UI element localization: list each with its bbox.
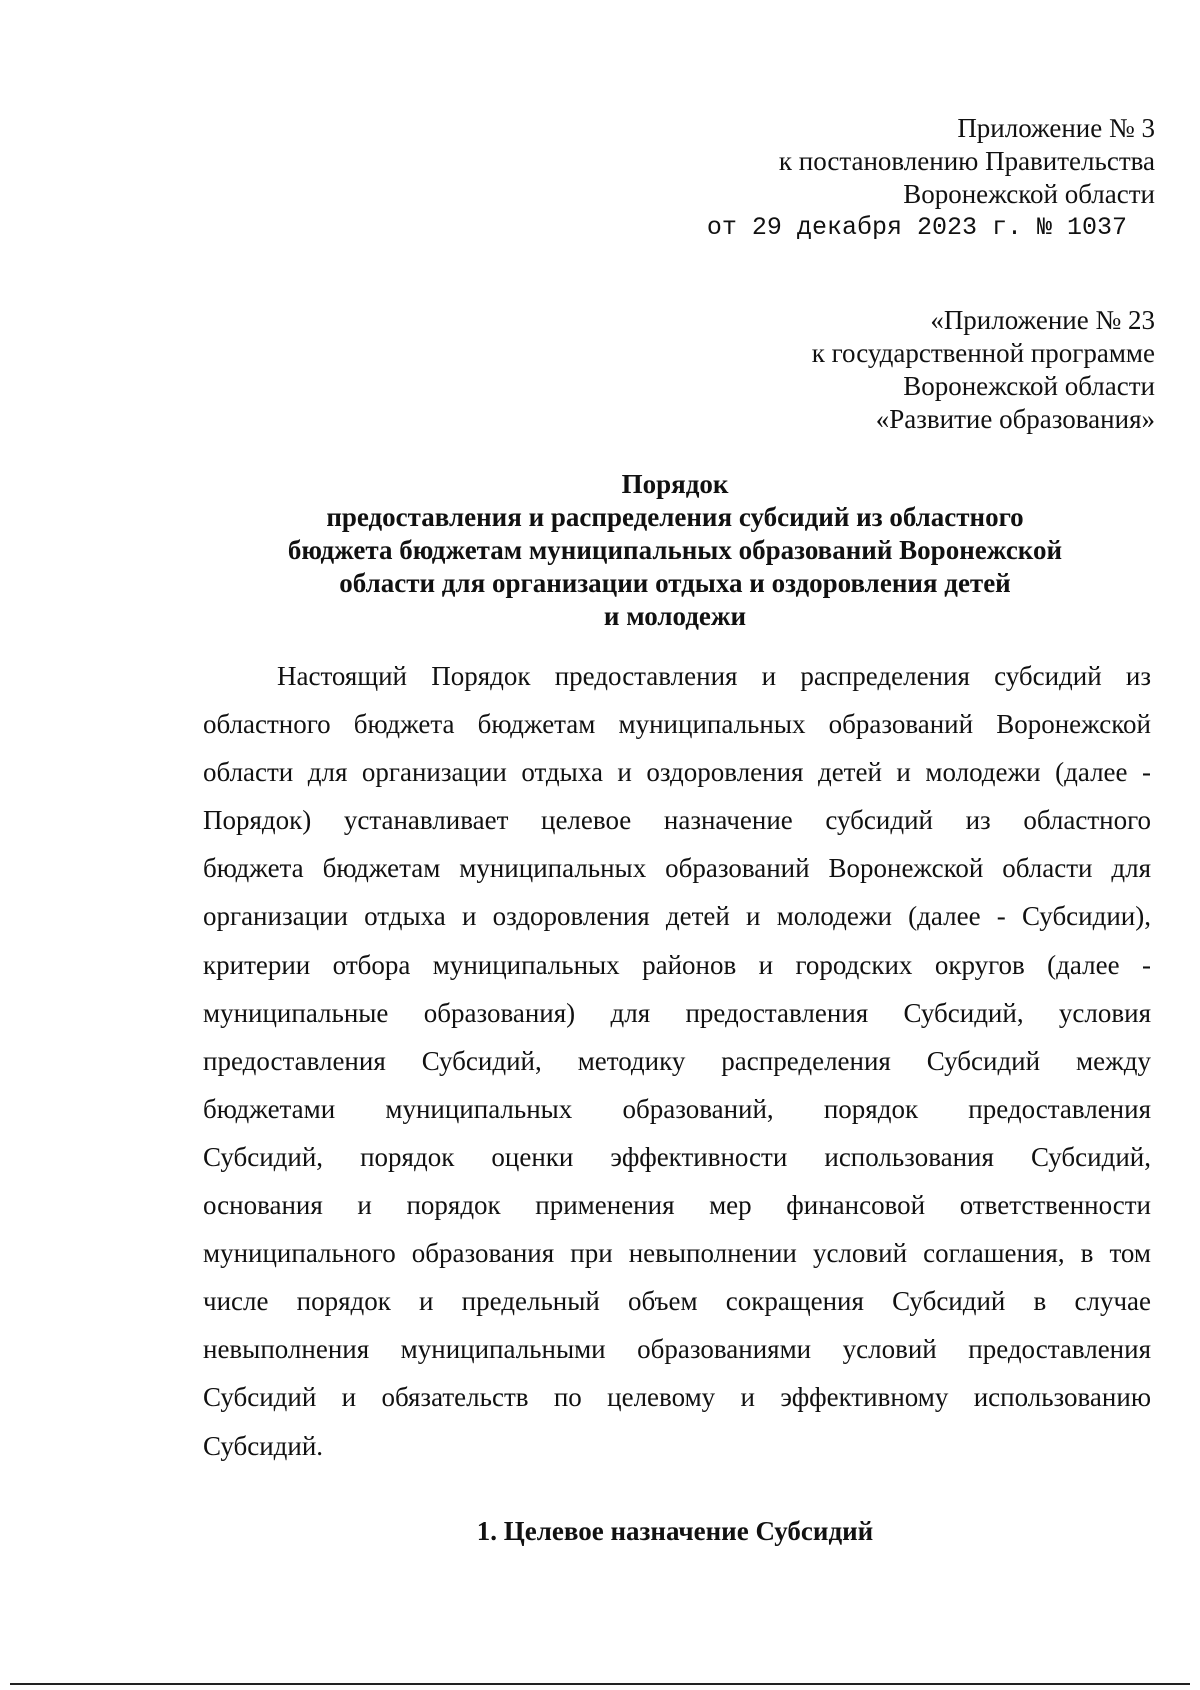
title-line-4: области для организации отдыха и оздоровления детей — [339, 568, 1011, 598]
title-line-2: предоставления и распределения субсидий из областного — [326, 502, 1024, 532]
body-line: бюджета бюджетам муниципальных образований Воронежской области для — [203, 853, 1151, 884]
body-line: муниципального образования при невыполнении условий соглашения, в том — [203, 1238, 1151, 1269]
appendix-3-header — [707, 112, 1155, 244]
body-line: Настоящий Порядок предоставления и распределения субсидий из — [277, 661, 1151, 691]
body-line: Субсидий и обязательств по целевому и эффективному использованию — [203, 1382, 1151, 1413]
body-line: муниципальные образования) для предоставления Субсидий, условия — [203, 997, 1151, 1028]
title-line-3: бюджета бюджетам муниципальных образований Воронежской — [287, 535, 1063, 565]
body-line: основания и порядок применения мер финансовой ответственности — [203, 1190, 1151, 1221]
appendix-23-program-name: «Развитие образования» — [875, 404, 1155, 434]
section-1-heading: 1. Целевое назначение Субсидий — [476, 1516, 874, 1546]
title-line-1: Порядок — [621, 469, 729, 499]
body-line: области для организации отдыха и оздоровления детей и молодежи (далее - — [203, 757, 1151, 788]
appendix-3-number: Приложение № 3 — [957, 113, 1155, 143]
body-line: невыполнения муниципальными образованиями условий предоставления — [203, 1334, 1151, 1365]
appendix-23-reference: к государственной программе — [811, 338, 1155, 368]
body-line: бюджетами муниципальных образований, порядок предоставления — [203, 1093, 1151, 1124]
body-line: критерии отбора муниципальных районов и городских округов (далее - — [203, 949, 1151, 980]
body-line: предоставления Субсидий, методику распределения Субсидий между — [203, 1045, 1151, 1076]
appendix-23-region: Воронежской области — [903, 371, 1155, 401]
appendix-3-region: Воронежской области — [903, 179, 1155, 209]
appendix-3-reference: к постановлению Правительства — [778, 146, 1155, 176]
body-line: Субсидий. — [203, 1430, 324, 1461]
body-line: организации отдыха и оздоровления детей и молодежи (далее - Субсидии), — [203, 901, 1151, 932]
appendix-23-header — [812, 304, 1155, 436]
body-line: областного бюджета бюджетам муниципальных образований Воронежской — [203, 709, 1151, 740]
body-line: числе порядок и предельный объем сокращения Субсидий в случае — [203, 1286, 1151, 1317]
page-bottom-rule — [10, 1683, 1190, 1685]
title-line-5: и молодежи — [603, 601, 747, 631]
body-paragraph — [203, 652, 1151, 1470]
document-title — [200, 468, 1150, 633]
appendix-23-number: «Приложение № 23 — [930, 305, 1155, 335]
body-line: Субсидий, порядок оценки эффективности использования Субсидий, — [203, 1141, 1151, 1172]
body-line: Порядок) устанавливает целевое назначение субсидий из областного — [203, 805, 1151, 836]
appendix-3-date-number: от 29 декабря 2023 г. № 1037 — [706, 213, 1127, 242]
